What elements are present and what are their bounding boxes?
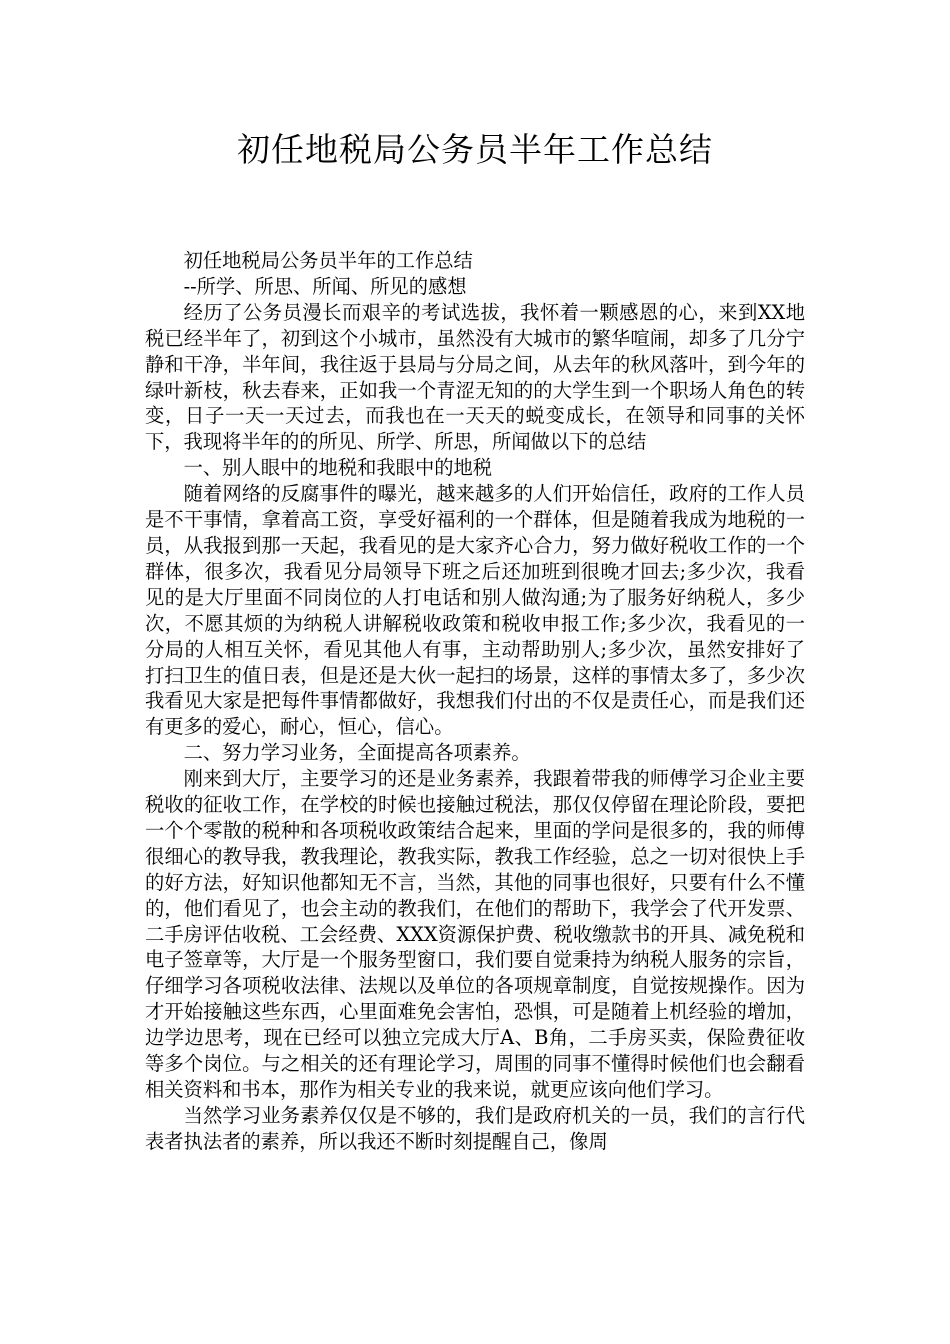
- paragraph-section-2-cont: 当然学习业务素养仅仅是不够的，我们是政府机关的一员，我们的言行代表者执法者的素养，所以我还不断时刻提醒自己，像周: [145, 1103, 805, 1153]
- document-title: 初任地税局公务员半年工作总结: [237, 130, 713, 169]
- paragraph-section-2: 刚来到大厅，主要学习的还是业务素养，我跟着带我的师傅学习企业主要税收的征收工作，在学校的时候也接触过税法，那仅仅停留在理论阶段，要把一个个零散的税种和各项税收政策结合起来，里面的学问是很多的，我的师傅很细心的教导我，教我理论，教我实际，教我工作经验，总之一切对很快上手的好方法，好知识他都知无不言，当然，其他的同事也很好，只要有什么不懂的，他们看见了，也会主动的教我们，在他们的帮助下，我学会了代开发票、二手房评估收税、工会经费、XXX资源保护费、税收缴款书的开具、减免税和电子签章等，大厅是一个服务型窗口，我们要自觉秉持为纳税人服务的宗旨，仔细学习各项税收法律、法规以及单位的各项规章制度，自觉按规操作。因为才开始接触这些东西，心里面难免会害怕，恐惧，可是随着上机经验的增加，边学边思考，现在已经可以独立完成大厅A、B角，二手房买卖，保险费征收等多个岗位。与之相关的还有理论学习，周围的同事不懂得时候他们也会翻看相关资料和书本，那作为相关专业的我来说，就更应该向他们学习。: [145, 767, 805, 1101]
- paragraph-section-1: 随着网络的反腐事件的曝光，越来越多的人们开始信任，政府的工作人员是不干事情，拿着高工资，享受好福利的一个群体，但是随着我成为地税的一员，从我报到那一天起，我看见的是大家齐心合力，努力做好税收工作的一个群体，很多次，我看见分局领导下班之后还加班到很晚才回去;多少次，我看见的是大厅里面不同岗位的人打电话和别人做沟通;为了服务好纳税人，多少次，不愿其烦的为纳税人讲解税收政策和税收申报工作;多少次，我看见的一分局的人相互关怀，看见其他人有事，主动帮助别人;多少次，虽然安排好了打扫卫生的值日表，但是还是大伙一起扫的场景，这样的事情太多了，多少次我看见大家是把每件事情都做好，我想我们付出的不仅是责任心，而是我们还有更多的爱心，耐心，恒心，信心。: [145, 482, 805, 739]
- paragraph-subheading: --所学、所思、所闻、所见的感想: [183, 274, 467, 298]
- section-heading-2: 二、努力学习业务，全面提高各项素养。: [183, 741, 531, 765]
- section-heading-1: 一、别人眼中的地税和我眼中的地税: [183, 456, 493, 480]
- document-body: [145, 248, 805, 1155]
- paragraph-intro: 经历了公务员漫长而艰辛的考试选拔，我怀着一颗感恩的心，来到XX地税已经半年了，初到这个小城市，虽然没有大城市的繁华喧闹，却多了几分宁静和干净，半年间，我往返于县局与分局之间，从去年的秋风落叶，到今年的绿叶新枝，秋去春来，正如我一个青涩无知的的大学生到一个职场人角色的转变，日子一天一天过去，而我也在一天天的蜕变成长，在领导和同事的关怀下，我现将半年的的所见、所学、所思，所闻做以下的总结: [145, 300, 805, 454]
- paragraph-subtitle: 初任地税局公务员半年的工作总结: [183, 249, 473, 272]
